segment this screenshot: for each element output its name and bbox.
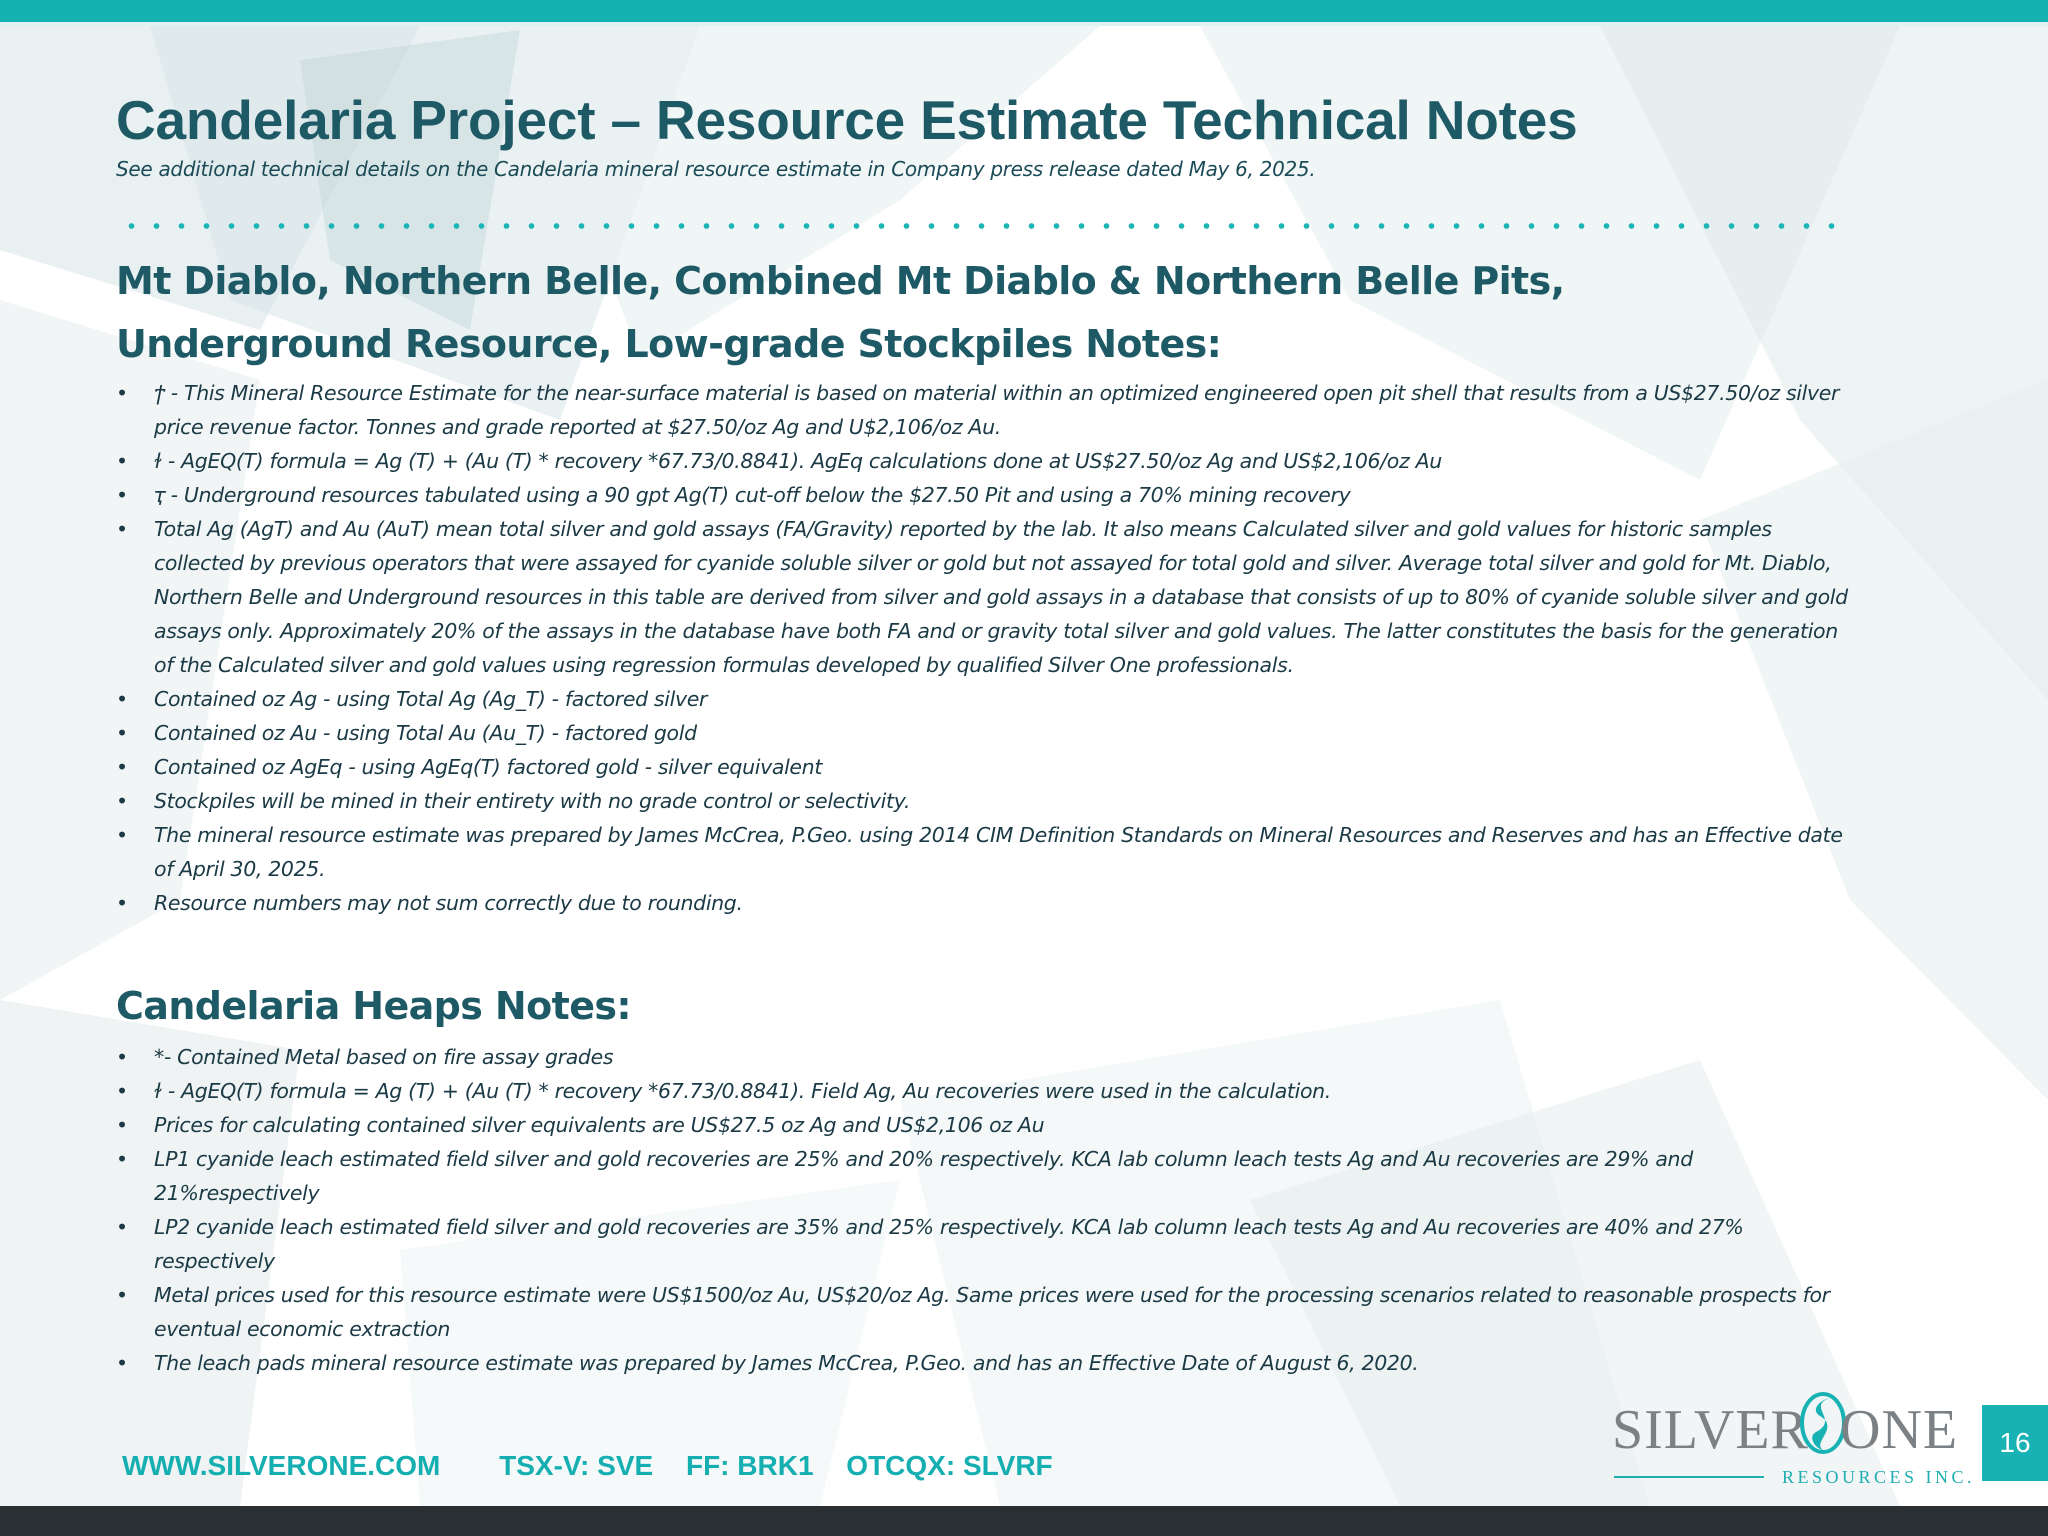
list-item: • The mineral resource estimate was prepared by James McCrea, P.Geo. using 2014 CIM Definition Standards on Mineral Resources and Reserves and has an Effective date of April 30, 2025. (116, 818, 1856, 886)
section-heading-line2: Underground Resource, Low-grade Stockpiles Notes: (116, 322, 1222, 366)
list-item: • Total Ag (AgT) and Au (AuT) mean total silver and gold assays (FA/Gravity) reported by the lab. It also means Calculated silver and gold values for historic samples collected by previous operators that were assayed for cyanide soluble silver or gold but not assayed for total gold and silver. Average total silver and gold for Mt. Diablo, Northern Belle and Underground resources in this table are derived from silver and gold assays in a database that consists of up to 80% of cyanide soluble silver and gold assays only. Approximately 20% of the assays in the database have both FA and or gravity total silver and gold values. The latter constitutes the basis for the generation of the Calculated silver and gold values using regression formulas developed by qualified Silver One professionals. (116, 512, 1856, 682)
notes-list-pits (116, 376, 1856, 920)
list-item: • Contained oz Ag - using Total Ag (Ag_T) - factored silver (116, 682, 1856, 716)
list-item: • Contained oz AgEq - using AgEq(T) factored gold - silver equivalent (116, 750, 1856, 784)
logo-word-one: ONE (1840, 1399, 1959, 1461)
section-heading-line1: Mt Diablo, Northern Belle, Combined Mt Diablo & Northern Belle Pits, (116, 259, 1565, 303)
page-number: 16 (1982, 1405, 2048, 1481)
website-link[interactable]: WWW.SILVERONE.COM (122, 1450, 441, 1481)
list-item: • Resource numbers may not sum correctly due to rounding. (116, 886, 1856, 920)
list-item: • LP1 cyanide leach estimated field silver and gold recoveries are 25% and 20% respectively. KCA lab column leach tests Ag and Au recoveries are 29% and 21%respectively (116, 1142, 1856, 1210)
logo-word-silver: SILVER (1612, 1399, 1809, 1461)
notes-list-heaps (116, 1040, 1856, 1380)
company-logo (1612, 1390, 1976, 1487)
list-item: • The leach pads mineral resource estimate was prepared by James McCrea, P.Geo. and has an Effective Date of August 6, 2020. (116, 1346, 1856, 1380)
list-item: • Contained oz Au - using Total Au (Au_T) - factored gold (116, 716, 1856, 750)
list-item: • LP2 cyanide leach estimated field silver and gold recoveries are 35% and 25% respectively. KCA lab column leach tests Ag and Au recoveries are 40% and 27% respectively (116, 1210, 1856, 1278)
ticker-ff: FF: BRK1 (685, 1450, 814, 1481)
list-item: • *- Contained Metal based on fire assay grades (116, 1040, 1856, 1074)
page-title: Candelaria Project – Resource Estimate Technical Notes (116, 89, 1578, 151)
footer-links (122, 1450, 1053, 1482)
list-item: • ҭ - Underground resources tabulated using a 90 gpt Ag(T) cut-off below the $27.50 Pit and using a 70% mining recovery (116, 478, 1856, 512)
section-heading-pits (116, 250, 1564, 376)
logo-tagline: RESOURCES INC. (1782, 1467, 1976, 1487)
ticker-tsxv: TSX-V: SVE (499, 1450, 654, 1481)
list-item: • ϯ - This Mineral Resource Estimate for the near-surface material is based on material within an optimized engineered open pit shell that results from a US$27.50/oz silver price revenue factor. Tonnes and grade reported at $27.50/oz Ag and U$2,106/oz Au. (116, 376, 1856, 444)
list-item: • Metal prices used for this resource estimate were US$1500/oz Au, US$20/oz Ag. Same prices were used for the processing scenarios related to reasonable prospects for eventual economic extraction (116, 1278, 1856, 1346)
dotted-divider (119, 220, 1841, 232)
section-heading-heaps: Candelaria Heaps Notes: (116, 984, 631, 1028)
ticker-otcqx: OTCQX: SLVRF (846, 1450, 1053, 1481)
page-subtitle: See additional technical details on the Candelaria mineral resource estimate in Company press release dated May 6, 2025. (116, 157, 1316, 181)
list-item: • Stockpiles will be mined in their entirety with no grade control or selectivity. (116, 784, 1856, 818)
logo-underline (1614, 1476, 1764, 1478)
list-item: • ɫ - AgEQ(T) formula = Ag (T) + (Au (T) * recovery *67.73/0.8841). Field Ag, Au recoveries were used in the calculation. (116, 1074, 1856, 1108)
list-item: • ɫ - AgEQ(T) formula = Ag (T) + (Au (T) * recovery *67.73/0.8841). AgEq calculations done at US$27.50/oz Ag and US$2,106/oz Au (116, 444, 1856, 478)
list-item: • Prices for calculating contained silver equivalents are US$27.5 oz Ag and US$2,106 oz Au (116, 1108, 1856, 1142)
